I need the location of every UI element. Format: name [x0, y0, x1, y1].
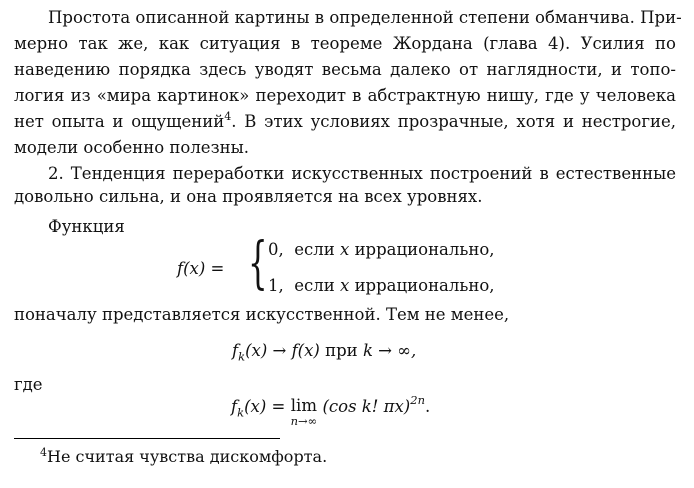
- paragraph-line: Простота описанной картины в определенной степени обманчива. При-: [48, 8, 682, 27]
- footnote-text: Не считая чувства дискомфорта.: [47, 447, 328, 466]
- formula-part: k → ∞,: [362, 341, 417, 360]
- left-brace: {: [248, 231, 268, 296]
- lim-word: lim: [290, 396, 317, 415]
- footnote-mark: 4: [40, 446, 47, 459]
- paragraph-line: наведению порядка здесь уводят весьма далеко от наглядности, и топо-: [14, 60, 676, 79]
- where-word: где: [14, 375, 43, 394]
- case-cond-prefix: если: [294, 276, 335, 295]
- paragraph-line: поначалу представляется искусственной. Тем не менее,: [14, 305, 510, 324]
- exponent: 2n: [410, 393, 425, 407]
- paragraph-line-with-footnote: [14, 112, 676, 132]
- paragraph-line: 2. Тенденция переработки искусственных построений в естественные: [48, 164, 676, 183]
- text-run: . В этих условиях прозрачные, хотя и нестрогие,: [231, 112, 676, 131]
- case-cond-prefix: если: [294, 240, 335, 259]
- formula-part: (x) =: [244, 397, 286, 416]
- text-run: нет опыта и ощущений: [14, 112, 225, 131]
- paragraph-line: модели особенно полезны.: [14, 138, 249, 157]
- subscript: k: [238, 349, 246, 364]
- paragraph-line: довольно сильна, и она проявляется на всех уровнях.: [14, 187, 483, 206]
- function-label: Функция: [48, 217, 125, 236]
- case-cond-suffix: иррационально,: [354, 276, 495, 295]
- formula-body: (cos k! πx): [322, 397, 411, 416]
- formula-case-1: [268, 240, 495, 259]
- formula-end: .: [424, 397, 431, 416]
- formula-case-2: [268, 276, 495, 295]
- f-symbol: f: [231, 397, 238, 416]
- formula-part: (x) → f(x): [245, 341, 320, 360]
- case-var: x: [340, 276, 350, 295]
- case-cond-suffix: иррационально,: [354, 240, 495, 259]
- subscript: k: [237, 405, 245, 420]
- paragraph-line: мерно так же, как ситуация в теореме Жордана (глава 4). Усилия по: [14, 34, 676, 53]
- limit-formula: [231, 393, 431, 428]
- case-var: x: [340, 240, 350, 259]
- footnote-reference: 4: [224, 110, 232, 123]
- formula-lhs: f(x) =: [177, 259, 225, 278]
- footnote-rule: [14, 438, 280, 439]
- formula-word: при: [325, 341, 358, 360]
- f-symbol: f: [232, 341, 239, 360]
- footnote: [40, 447, 327, 467]
- case-value: 1,: [268, 276, 284, 295]
- convergence-formula: [232, 341, 416, 363]
- paragraph-line: логия из «мира картинок» переходит в абстрактную нишу, где у человека: [14, 86, 676, 105]
- lim-subscript: n→∞: [290, 414, 318, 428]
- limit-operator: [291, 397, 318, 427]
- case-value: 0,: [268, 240, 284, 259]
